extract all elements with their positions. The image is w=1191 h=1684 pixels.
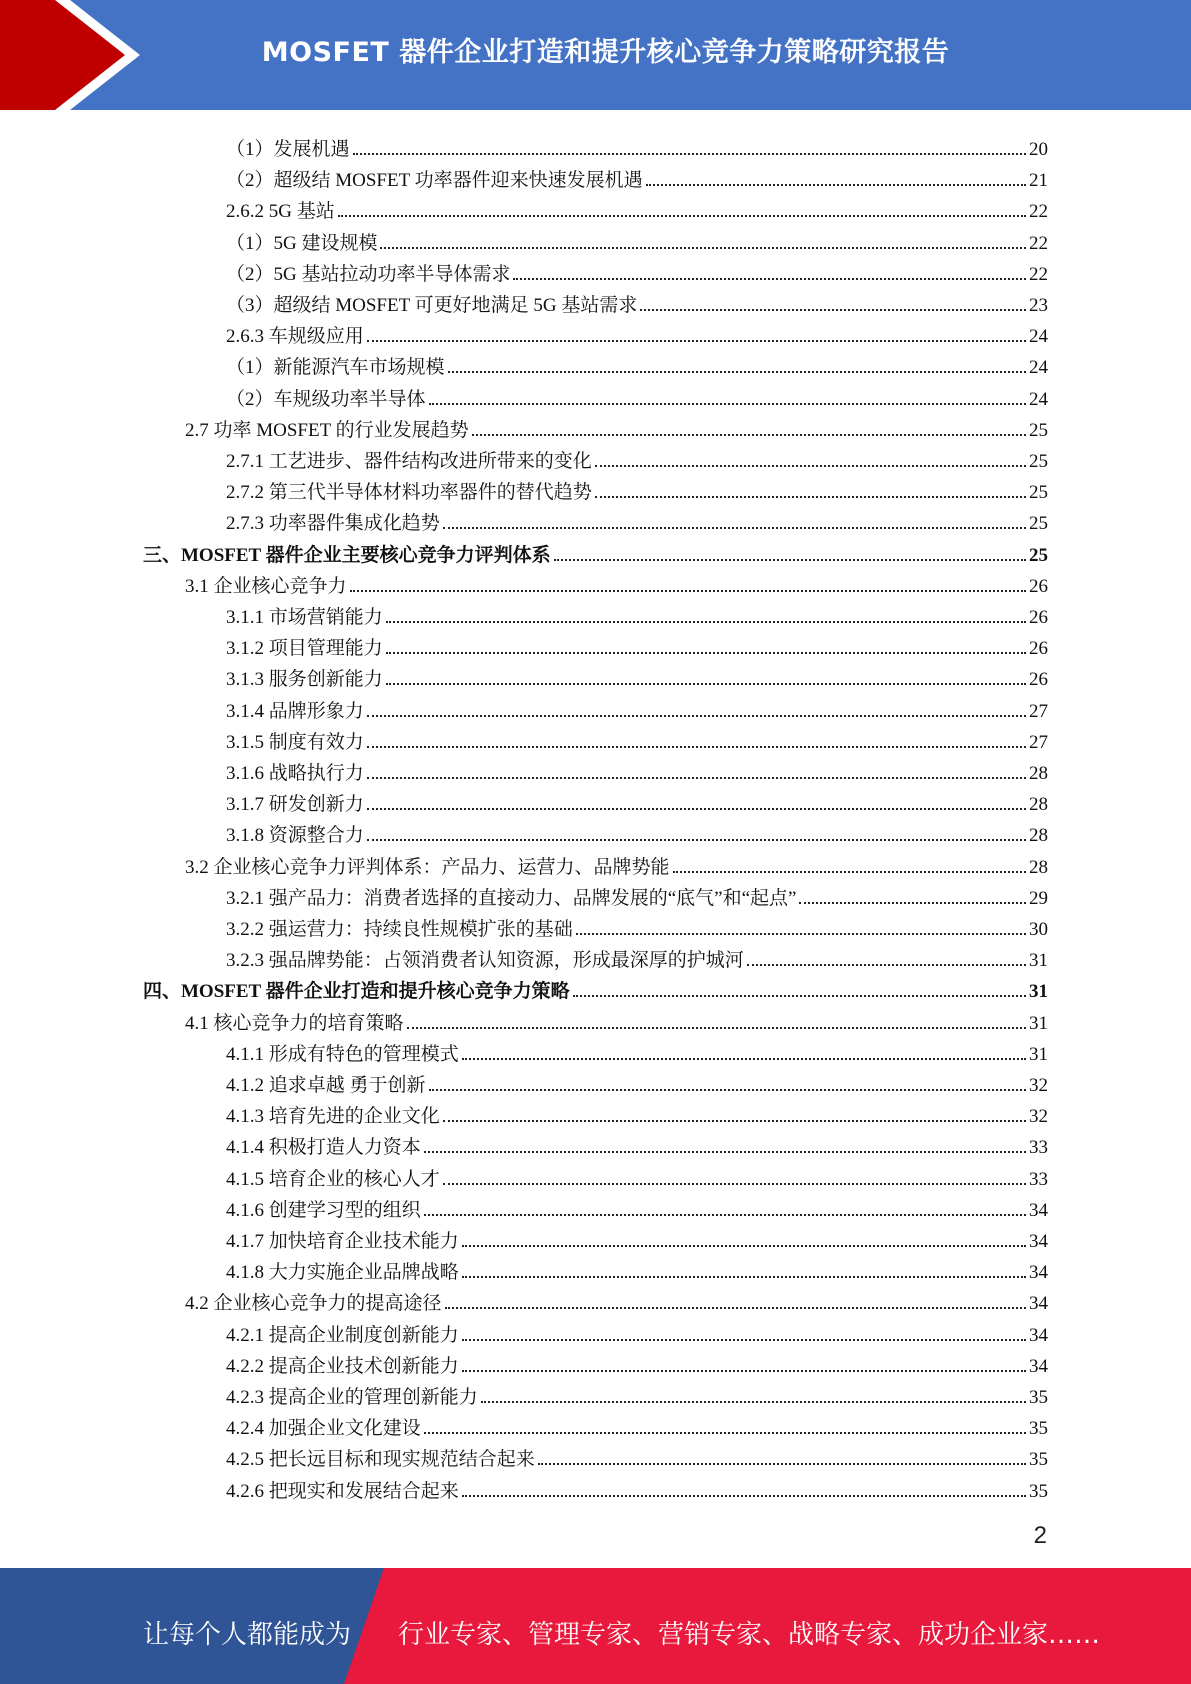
toc-entry-page: 24	[1029, 388, 1048, 410]
toc-entry[interactable]	[185, 846, 1048, 877]
toc-entry-title: 4.2.1 提高企业制度创新能力	[226, 1324, 459, 1346]
toc-entry-page: 31	[1029, 1043, 1048, 1065]
toc-entry-page: 28	[1029, 794, 1048, 816]
toc-dot-leader	[462, 1495, 1026, 1497]
toc-entry[interactable]	[185, 1282, 1048, 1313]
toc-dot-leader	[424, 1151, 1026, 1153]
toc-dot-leader	[576, 933, 1026, 935]
toc-dot-leader	[646, 184, 1026, 186]
toc-dot-leader	[367, 746, 1026, 748]
toc-entry-page: 22	[1029, 263, 1048, 285]
toc-entry-page: 25	[1029, 544, 1048, 566]
toc-entry-page: 33	[1029, 1137, 1048, 1159]
toc-dot-leader	[429, 1089, 1026, 1091]
toc-entry-title: （2）5G 基站拉动功率半导体需求	[226, 263, 511, 285]
toc-dot-leader	[424, 1214, 1026, 1216]
toc-entry[interactable]	[226, 440, 1048, 471]
toc-entry-page: 22	[1029, 232, 1048, 254]
toc-entry-title: 4.1.1 形成有特色的管理模式	[226, 1043, 459, 1065]
toc-entry-page: 27	[1029, 700, 1048, 722]
toc-dot-leader	[380, 247, 1026, 249]
toc-entry[interactable]	[185, 409, 1048, 440]
toc-dot-leader	[472, 434, 1026, 436]
toc-entry-page: 34	[1029, 1262, 1048, 1284]
report-title: MOSFET 器件企业打造和提升核心竞争力策略研究报告	[261, 37, 950, 68]
toc-entry-page: 24	[1029, 357, 1048, 379]
toc-entry-title: 4.1.2 追求卓越 勇于创新	[226, 1075, 426, 1096]
toc-entry[interactable]	[143, 970, 1048, 1001]
toc-entry[interactable]	[226, 1189, 1048, 1220]
toc-entry-page: 25	[1029, 513, 1048, 535]
toc-entry-title: 3.2.2 强运营力：持续良性规模扩张的基础	[226, 919, 573, 940]
toc-entry[interactable]	[226, 128, 1048, 159]
page-header	[0, 0, 1191, 110]
toc-dot-leader	[386, 652, 1026, 654]
toc-entry[interactable]	[226, 1376, 1048, 1407]
toc-entry-page: 22	[1029, 201, 1048, 223]
toc-dot-leader	[386, 683, 1026, 685]
toc-entry-title: 4.1.5 培育企业的核心人才	[226, 1168, 440, 1190]
toc-entry-page: 34	[1029, 1355, 1048, 1377]
toc-dot-leader	[367, 777, 1026, 779]
toc-entry[interactable]	[226, 877, 1048, 908]
toc-entry-title: 4.2.3 提高企业的管理创新能力	[226, 1387, 478, 1408]
toc-entry-page: 27	[1029, 731, 1048, 753]
toc-entry[interactable]	[143, 534, 1048, 565]
toc-entry-page: 33	[1029, 1168, 1048, 1190]
toc-entry-title: 4.2 企业核心竞争力的提高途径	[185, 1293, 442, 1315]
footer-slogan-right: 行业专家、管理专家、营销专家、战略专家、成功企业家……	[398, 1620, 1101, 1650]
toc-entry-page: 23	[1029, 295, 1048, 316]
toc-entry[interactable]	[185, 565, 1048, 596]
toc-entry-title: 2.7 功率 MOSFET 的行业发展趋势	[185, 419, 469, 441]
toc-entry[interactable]	[226, 253, 1048, 284]
toc-dot-leader	[538, 1463, 1026, 1465]
toc-entry-title: 4.2.5 把长远目标和现实规范结合起来	[226, 1449, 535, 1471]
toc-dot-leader	[353, 153, 1026, 155]
toc-dot-leader	[799, 902, 1026, 904]
toc-entry[interactable]	[226, 1314, 1048, 1345]
toc-dot-leader	[443, 1120, 1026, 1122]
toc-entry[interactable]	[226, 1470, 1048, 1501]
toc-dot-leader	[424, 1432, 1026, 1434]
page-footer	[0, 1568, 1191, 1684]
toc-entry[interactable]	[185, 1002, 1048, 1033]
toc-entry-page: 31	[1029, 950, 1048, 972]
toc-entry-page: 35	[1029, 1387, 1048, 1408]
toc-entry-page: 26	[1029, 607, 1048, 628]
toc-entry-page: 34	[1029, 1324, 1048, 1346]
toc-entry[interactable]	[226, 1033, 1048, 1064]
toc-entry[interactable]	[226, 908, 1048, 939]
toc-entry-page: 26	[1029, 575, 1048, 597]
toc-dot-leader	[462, 1245, 1026, 1247]
footer-slogan-left: 让每个人都能成为	[143, 1620, 352, 1650]
toc-entry-title: 3.1.1 市场营销能力	[226, 607, 383, 628]
toc-dot-leader	[481, 1401, 1026, 1403]
toc-dot-leader	[407, 1027, 1026, 1029]
toc-dot-leader	[462, 1058, 1026, 1060]
toc-entry-title: 四、MOSFET 器件企业打造和提升核心竞争力策略	[143, 981, 570, 1003]
toc-entry-title: 三、MOSFET 器件企业主要核心竞争力评判体系	[143, 544, 551, 566]
toc-entry[interactable]	[226, 1220, 1048, 1251]
toc-dot-leader	[747, 964, 1026, 966]
toc-entry-page: 32	[1029, 1106, 1048, 1128]
toc-entry-title: （1）新能源汽车市场规模	[226, 357, 445, 379]
toc-entry-title: 3.1 企业核心竞争力	[185, 575, 347, 597]
toc-entry[interactable]	[226, 222, 1048, 253]
toc-dot-leader	[443, 1183, 1026, 1185]
toc-entry-page: 26	[1029, 638, 1048, 660]
toc-entry[interactable]	[226, 1126, 1048, 1157]
toc-dot-leader	[367, 715, 1026, 717]
toc-dot-leader	[595, 496, 1026, 498]
toc-dot-leader	[513, 278, 1026, 280]
toc-entry[interactable]	[226, 783, 1048, 814]
toc-dot-leader	[443, 527, 1026, 529]
toc-entry-title: 4.1 核心竞争力的培育策略	[185, 1012, 404, 1034]
toc-dot-leader	[386, 621, 1026, 623]
toc-entry-page: 20	[1029, 139, 1048, 160]
toc-entry[interactable]	[226, 1345, 1048, 1376]
toc-entry-page: 34	[1029, 1293, 1048, 1315]
toc-dot-leader	[448, 371, 1026, 373]
toc-dot-leader	[338, 215, 1026, 217]
toc-entry-title: 4.2.4 加强企业文化建设	[226, 1418, 421, 1440]
toc-entry-title: 4.2.2 提高企业技术创新能力	[226, 1355, 459, 1377]
toc-entry-title: 2.7.3 功率器件集成化趋势	[226, 513, 440, 535]
toc-entry[interactable]	[226, 1407, 1048, 1438]
toc-entry-title: 3.1.2 项目管理能力	[226, 638, 383, 660]
toc-entry-page: 32	[1029, 1075, 1048, 1096]
toc-dot-leader	[595, 465, 1026, 467]
toc-entry[interactable]	[226, 378, 1048, 409]
toc-entry[interactable]	[226, 752, 1048, 783]
toc-dot-leader	[367, 808, 1026, 810]
toc-entry-page: 28	[1029, 763, 1048, 784]
toc-entry-title: 3.2 企业核心竞争力评判体系：产品力、运营力、品牌势能	[185, 856, 670, 878]
toc-entry[interactable]	[226, 596, 1048, 627]
toc-entry[interactable]	[226, 658, 1048, 689]
toc-entry[interactable]	[226, 1158, 1048, 1189]
toc-entry-title: 3.1.7 研发创新力	[226, 794, 364, 816]
toc-entry[interactable]	[226, 190, 1048, 221]
toc-entry[interactable]	[226, 315, 1048, 346]
toc-dot-leader	[462, 1339, 1026, 1341]
toc-dot-leader	[640, 309, 1026, 311]
toc-entry-title: 3.1.4 品牌形象力	[226, 700, 364, 722]
toc-entry[interactable]	[226, 471, 1048, 502]
toc-entry-title: 4.1.8 大力实施企业品牌战略	[226, 1262, 459, 1284]
toc-entry-title: 2.7.2 第三代半导体材料功率器件的替代趋势	[226, 482, 592, 504]
toc-entry-title: 3.1.5 制度有效力	[226, 731, 364, 753]
toc-dot-leader	[462, 1276, 1026, 1278]
toc-entry-title: 3.2.1 强产品力：消费者选择的直接动力、品牌发展的“底气”和“起点”	[226, 887, 797, 909]
toc-entry[interactable]	[226, 721, 1048, 752]
toc-entry-title: 3.1.6 战略执行力	[226, 763, 364, 784]
toc-dot-leader	[429, 403, 1026, 405]
toc-entry-page: 26	[1029, 669, 1048, 691]
toc-dot-leader	[673, 871, 1026, 873]
toc-entry[interactable]	[226, 939, 1048, 970]
toc-entry-page: 31	[1029, 981, 1048, 1003]
toc-entry-title: （3）超级结 MOSFET 可更好地满足 5G 基站需求	[226, 295, 638, 316]
toc-dot-leader	[554, 559, 1026, 561]
toc-dot-leader	[445, 1307, 1026, 1309]
toc-entry-title: 3.2.3 强品牌势能：占领消费者认知资源，形成最深厚的护城河	[226, 950, 744, 972]
toc-entry[interactable]	[226, 690, 1048, 721]
toc-entry-page: 24	[1029, 326, 1048, 348]
toc-entry-title: 4.1.4 积极打造人力资本	[226, 1137, 421, 1159]
toc-entry[interactable]	[226, 627, 1048, 658]
toc-entry-page: 25	[1029, 419, 1048, 441]
toc-entry-page: 31	[1029, 1012, 1048, 1034]
toc-entry-page: 28	[1029, 825, 1048, 847]
toc-entry[interactable]	[226, 1438, 1048, 1469]
toc-entry-title: 4.1.7 加快培育企业技术能力	[226, 1231, 459, 1252]
toc-entry-title: 2.6.2 5G 基站	[226, 201, 335, 223]
toc-entry[interactable]	[226, 1251, 1048, 1282]
toc-entry-page: 28	[1029, 856, 1048, 878]
toc-entry-page: 35	[1029, 1449, 1048, 1471]
toc-dot-leader	[350, 590, 1026, 592]
toc-entry-page: 30	[1029, 919, 1048, 940]
toc-entry-page: 25	[1029, 482, 1048, 504]
toc-entry-title: 3.1.8 资源整合力	[226, 825, 364, 847]
toc-entry-title: 3.1.3 服务创新能力	[226, 669, 383, 691]
toc-entry[interactable]	[226, 1095, 1048, 1126]
toc-entry-title: 2.6.3 车规级应用	[226, 326, 364, 348]
toc-entry-page: 25	[1029, 451, 1048, 472]
toc-dot-leader	[367, 340, 1026, 342]
toc-entry-title: （1）发展机遇	[226, 139, 350, 160]
toc-entry-title: （2）超级结 MOSFET 功率器件迎来快速发展机遇	[226, 170, 643, 192]
toc-dot-leader	[462, 1370, 1026, 1372]
toc-entry-title: （2）车规级功率半导体	[226, 388, 426, 410]
toc-entry-title: 4.1.6 创建学习型的组织	[226, 1199, 421, 1221]
toc-dot-leader	[367, 839, 1026, 841]
toc-entry-title: （1）5G 建设规模	[226, 232, 378, 254]
page-number: 2	[1033, 1522, 1047, 1549]
toc-entry-page: 35	[1029, 1480, 1048, 1502]
toc-entry[interactable]	[226, 502, 1048, 533]
toc-entry-page: 34	[1029, 1199, 1048, 1221]
toc-entry[interactable]	[226, 284, 1048, 315]
toc-entry[interactable]	[226, 346, 1048, 377]
toc-entry[interactable]	[226, 1064, 1048, 1095]
toc-entry-page: 21	[1029, 170, 1048, 192]
toc-entry-title: 4.1.3 培育先进的企业文化	[226, 1106, 440, 1128]
toc-entry-title: 4.2.6 把现实和发展结合起来	[226, 1480, 459, 1502]
toc-entry-page: 34	[1029, 1231, 1048, 1252]
toc-entry-page: 29	[1029, 887, 1048, 909]
toc-dot-leader	[573, 995, 1026, 997]
toc-entry[interactable]	[226, 159, 1048, 190]
toc-entry-page: 35	[1029, 1418, 1048, 1440]
toc-entry[interactable]	[226, 814, 1048, 845]
toc-entry-title: 2.7.1 工艺进步、器件结构改进所带来的变化	[226, 451, 592, 472]
